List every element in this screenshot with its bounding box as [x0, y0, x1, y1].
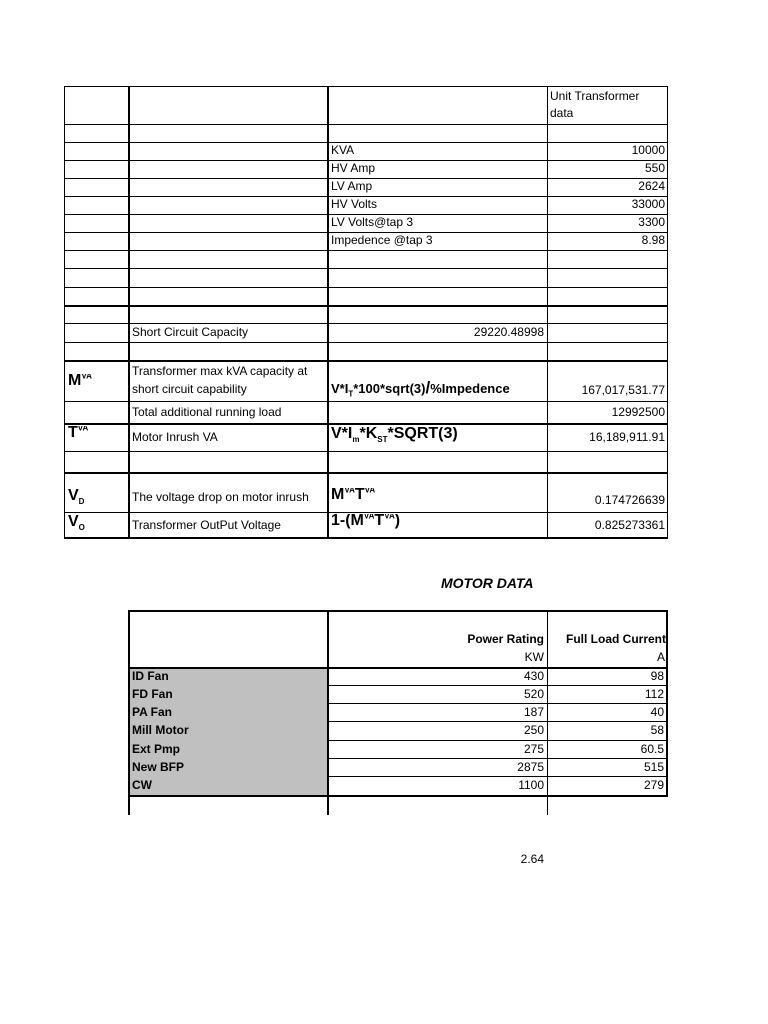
spec-label-hv-volts: HV Volts	[331, 197, 378, 211]
motor-name: FD Fan	[132, 687, 173, 701]
motor-name: New BFP	[132, 760, 185, 774]
spec-value-lv-volts: 3300	[638, 215, 665, 229]
short-circuit-value: 29220.48998	[473, 325, 544, 339]
motor-name: PA Fan	[132, 705, 173, 719]
mva-symbol: $M^{VA}$	[68, 374, 92, 389]
tva-label: Motor Inrush VA	[132, 430, 218, 444]
spec-value-kva: 10000	[631, 143, 665, 157]
total-running-value: 12992500	[611, 405, 665, 419]
spec-label-kva: KVA	[331, 143, 355, 157]
motor-current: 515	[643, 760, 664, 774]
motor-power: 187	[523, 705, 544, 719]
motor-name: CW	[132, 778, 152, 792]
spec-label-lv-amp: LV Amp	[331, 179, 373, 193]
motor-power: 520	[523, 687, 544, 701]
transformer-data-header: Unit Transformer data	[550, 89, 640, 120]
motor-current: 279	[643, 778, 664, 792]
vo-formula: $1-(M^{VA}T^{VA})$	[331, 514, 401, 529]
motor-name: Ext Pmp	[132, 742, 181, 756]
spec-value-lv-amp: 2624	[638, 179, 665, 193]
motor-name: ID Fan	[132, 669, 169, 683]
spec-label-hv-amp: HV Amp	[331, 161, 376, 175]
motor-current: 40	[650, 705, 664, 719]
spec-value-hv-amp: 550	[644, 161, 665, 175]
tva-formula: $V*I_m*K_{ST}*SQRT(3)$	[331, 427, 458, 445]
vo-label: Transformer OutPut Voltage	[132, 518, 281, 532]
motor-name: Mill Motor	[132, 723, 189, 737]
vo-value: 0.825273361	[594, 518, 665, 532]
motor-power: 430	[523, 669, 544, 683]
spec-label-lv-volts: LV Volts@tap 3	[331, 215, 414, 229]
total-running-label: Total additional running load	[132, 405, 282, 419]
motor-current: 98	[650, 669, 664, 683]
motor-current: 60.5	[640, 742, 664, 756]
footer-value: 2.64	[520, 852, 544, 866]
vd-label: The voltage drop on motor inrush	[132, 490, 309, 504]
full-load-current-unit: A	[656, 650, 665, 664]
mva-label: Transformer max kVA capacity at short circuit capability	[132, 364, 308, 396]
spec-value-impedence: 8.98	[641, 233, 665, 247]
mva-formula: $V*I_T*100*sqrt(3)/\%Impedence$	[331, 381, 510, 399]
vo-symbol: $V_O$	[68, 515, 85, 533]
spec-label-impedence: Impedence @tap 3	[331, 233, 433, 247]
power-rating-unit: KW	[524, 650, 544, 664]
vd-symbol: $V_D$	[68, 489, 85, 507]
mva-value: 167,017,531.77	[581, 383, 665, 397]
vd-value: 0.174726639	[594, 493, 665, 507]
tva-symbol: $T^{VA}$	[68, 426, 89, 441]
short-circuit-label: Short Circuit Capacity	[132, 325, 249, 339]
motor-power: 275	[523, 742, 544, 756]
motor-power: 250	[523, 723, 544, 737]
motor-current: 58	[650, 723, 664, 737]
vd-formula: $M^{VA}T^{VA}$	[331, 488, 376, 503]
motor-data-title: MOTOR DATA	[441, 575, 534, 591]
tva-value: 16,189,911.91	[589, 430, 665, 444]
power-rating-header: Power Rating	[467, 632, 544, 646]
motor-power: 1100	[518, 778, 544, 792]
motor-power: 2875	[517, 760, 544, 774]
full-load-current-header: Full Load Current	[566, 632, 666, 646]
motor-current: 112	[644, 687, 664, 701]
spec-value-hv-volts: 33000	[631, 197, 665, 211]
